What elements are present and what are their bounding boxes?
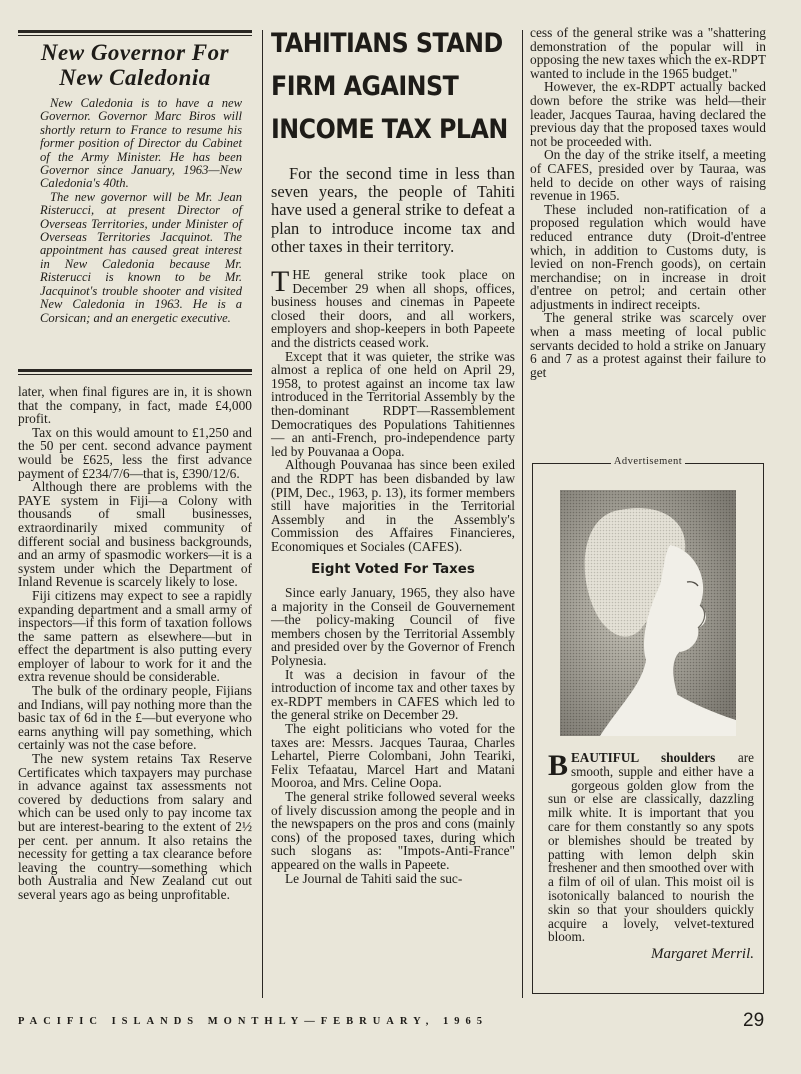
body-paragraph: The eight politicians who voted for the taxes are: Messrs. Jacques Tauraa, Charles Lehartel, Pierre Colombani, John Teariki, Felix Tefaatau, Marcel Hart and Matani Mooroa, and Mrs. Celine Oopa.: [271, 721, 515, 791]
governor-body: [40, 97, 242, 325]
advert-lead: EAUTIFUL shoulders: [571, 750, 716, 765]
body-paragraph: cess of the general strike was a "shattering demonstration of the popular will in opposing the new taxes which the ex-RDPT wanted to include in the 1965 budget.": [530, 25, 766, 81]
top-rule: [18, 30, 252, 33]
column-divider: [262, 30, 263, 998]
body-paragraph: Le Journal de Tahiti said the suc-: [285, 870, 463, 886]
article-column: [271, 22, 515, 885]
advertisement-photo: [560, 490, 736, 736]
woman-profile-illustration: [560, 490, 736, 736]
headline: [271, 22, 515, 151]
body-paragraph: These included non-ratification of a proposed regulation which would have reduced entrance duty (Droit-d'entree which, in addition to Customs duty, is levied on non-French goods), on certain merchandise; on in increase in droit d'entree on petrol; and certain other adjustments in indirect receipts.: [530, 201, 766, 312]
governor-box: [18, 40, 252, 325]
top-rule-thin: [18, 35, 252, 36]
body-paragraph: Tax on this would amount to £1,250 and the 50 per cent. second advance payment would be £625, less the first advance payment of £234/7/6—that is, £390/12/6.: [18, 424, 252, 481]
body-paragraph: The general strike was scarcely over when a mass meeting of local public servants decided to hold a strike on January 6 and 7 as a protest against their failure to get: [530, 310, 766, 380]
article-deck: For the second time in less than seven years, the people of Tahiti have used a general strike to defeat a plan to introduce income tax and other taxes in their territory.: [271, 164, 515, 256]
headline-line: INCOME TAX PLAN: [271, 114, 508, 145]
box-bottom-rule: [18, 369, 252, 372]
advert-drop-cap: B: [548, 749, 569, 782]
box-bottom-rule-thin: [18, 374, 252, 375]
body-paragraph: Since early January, 1965, they also have a majority in the Conseil de Gouvernement—the policy-making Council of five members chosen by the Territorial Assembly and presided over by the Governor of French Polynesia.: [271, 585, 515, 669]
body-paragraph: Except that it was quieter, the strike was almost a replica of one held on April 29, 1958, to protest against an income tax law introduced in the Territorial Assembly by the then-dominant RDPT—Rassemblement Democratiques des Populations Tahitiennes— an anti-French, pro-independence party led by Pouvanaa a Oopa.: [271, 348, 515, 459]
first-paragraph: HE general strike took place on December 29 when all shops, offices, business houses and cinemas in Papeete closed their doors, and all workers, employers and shop-keepers in both Papeete and the districts ceased work.: [271, 267, 515, 350]
body-paragraph: Although there are problems with the PAYE system in Fiji—a Colony with thousands of small businesses, extraordinarily mixed community of different social and business backgrounds, and an army of spasmodic workers—it is a system under which the Department of Inland Revenue is scarcely likely to lose.: [18, 479, 252, 590]
body-paragraph: It was a decision in favour of the introduction of income tax and other taxes by ex-RDPT members in CAFES which led to the general strike on December 29.: [271, 666, 515, 723]
governor-paragraph: The new governor will be Mr. Jean Risterucci, at present Director of Overseas Territories, under Minister of Overseas Territories Jacquinot. The appointment has caused great interest in New Caledonia because Mr. Risterucci is known to be Mr. Jacquinot's trouble shooter and visited New Caledonia in 1963. He is a Corsican; and an energetic executive.: [40, 189, 242, 325]
body-paragraph: The general strike followed several weeks of lively discussion among the people and in the newspapers on the pros and cons (mainly cons) of the proposed taxes, during which such slogans as: "Impots-Anti-France" appeared on the walls in Papeete.: [271, 788, 515, 872]
body-paragraph: The bulk of the ordinary people, Fijians and Indians, will pay nothing more than the basic tax of 6d in the £—but everyone who earns anything will pay something, which certainly was not the case before.: [18, 683, 252, 753]
right-column-text: [530, 26, 766, 379]
headline-line: TAHITIANS STAND: [271, 28, 503, 59]
headline-line: FIRM AGAINST: [271, 71, 459, 102]
left-column-text: [18, 385, 252, 902]
body-paragraph: later, when final figures are in, it is shown that the company, in fact, made £4,000 profit.: [18, 384, 252, 427]
advert-signature: Margaret Merril.: [650, 946, 754, 963]
article-body: [271, 265, 515, 886]
governor-title: New Governor For New Caledonia: [40, 40, 230, 90]
page-number: 29: [743, 1010, 765, 1031]
advert-text: are smooth, supple and either have a gorgeous golden glow from the sun or else are classically, dazzling milk white. It is important that you care for them constantly so any spots or blemishes should be treated by patting with lemon delph skin freshener and then smoothed over with a film of oil of ulan. This moist oil is isotonically balanced to nourish the skin so that your shoulders quickly acquire a lovely, velvet-textured bloom.: [548, 750, 754, 945]
drop-cap: T: [271, 265, 290, 299]
advertisement-copy: [548, 751, 754, 962]
body-paragraph: Fiji citizens may expect to see a rapidly expanding department and a small army of inspectors—if this form of taxation follows the same pattern as elsewhere—but in effect the department is also putting every employer of labour to work for it and the extra revenue should be considerable.: [18, 587, 252, 685]
advertisement-label: Advertisement: [532, 456, 764, 467]
body-paragraph: The new system retains Tax Reserve Certificates which taxpayers may purchase in advance against tax assessments not covered by deductions from salary and which can be used only to pay income tax but are interest-bearing to the extent of 2½ per cent. per annum. It also retains the necessity for getting a tax clearance before leaving the country—something which both Australia and New Zealand cut out several years ago as being unprofitable.: [18, 751, 252, 902]
section-subhead: Eight Voted For Taxes: [311, 562, 475, 578]
body-paragraph: On the day of the strike itself, a meeting of CAFES, presided over by Tauraa, was held to decide on other ways of raising revenue in 1965.: [530, 147, 766, 204]
governor-paragraph: New Caledonia is to have a new Governor. Governor Marc Biros will shortly return to France to resume his former position of Director du Cabinet of the Army Minister. He has been Governor since January, 1963—New Caledonia's 40th.: [40, 96, 242, 191]
column-divider: [522, 30, 523, 998]
body-paragraph: Although Pouvanaa has since been exiled and the RDPT has been disbanded by law (PIM, Dec., 1963, p. 13), its former members still have majorities in the Territorial Assembly and in the Assembly's Commission des Affaires Financieres, Economiques et Sociales (CAFES).: [271, 457, 515, 554]
body-paragraph: However, the ex-RDPT actually backed down before the strike was held—their leader, Jacques Tauraa, having declared the previous day that the proposed taxes would not be proceeded with.: [530, 79, 766, 149]
page-footer: PACIFIC ISLANDS MONTHLY—FEBRUARY, 1965: [18, 1016, 488, 1027]
